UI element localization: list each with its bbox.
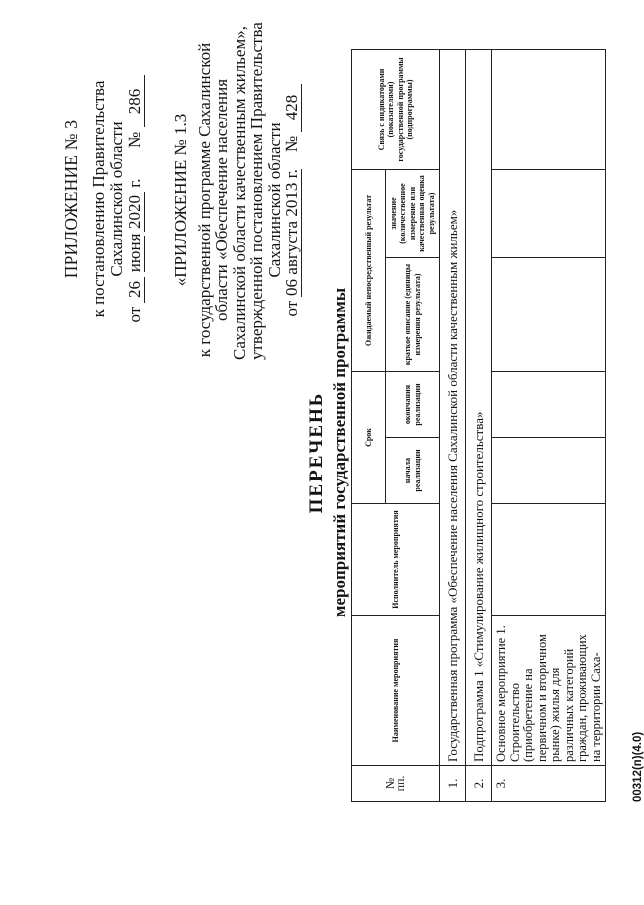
document-title: ПЕРЕЧЕНЬ <box>306 391 327 514</box>
original-date: 06 августа 2013 г. <box>282 169 301 296</box>
original-appendix-line-5: Сахалинской области <box>264 122 284 278</box>
row-2-text: Подпрограмма 1 «Стимулирование жилищного строительства» <box>466 50 492 766</box>
original-appendix-line-2: области «Обеспечение населения <box>212 78 231 322</box>
appendix-date-line <box>126 49 145 349</box>
table-row <box>440 50 466 802</box>
date-suffix: г. <box>125 178 144 188</box>
row-3-result-description <box>492 258 606 372</box>
header-term-start: начала реализации <box>386 438 440 504</box>
appendix-title: ПРИЛОЖЕНИЕ № 3 <box>61 119 81 279</box>
header-term-end: окончания реализации <box>386 372 440 438</box>
row-1-text: Государственная программа «Обеспечение населения Сахалинской области качественным жильем» <box>440 50 466 766</box>
original-appendix-date-line <box>283 40 302 360</box>
date-day: 26 <box>126 277 145 303</box>
header-result-value: значение (количественное измерение или качественная оценка результата) <box>386 170 440 258</box>
row-3-term-start <box>492 438 606 504</box>
original-appendix-line-4: утвержденной постановлением Правительства <box>247 22 266 360</box>
original-date-prefix: от <box>282 300 301 317</box>
row-3-result-value <box>492 170 606 258</box>
header-result-description: краткое описание (единицы измерения результата) <box>386 258 440 372</box>
original-number-sign: № <box>282 135 301 153</box>
table-row <box>492 50 606 802</box>
original-document-number: 428 <box>283 84 302 132</box>
date-month: июня <box>125 233 144 273</box>
original-appendix-line-3: Сахалинской области качественным жильем», <box>229 26 249 360</box>
original-appendix-line-1: к государственной программе Сахалинской <box>194 42 214 358</box>
appendix-line-2: Сахалинской области <box>107 121 126 277</box>
row-3-term-end <box>492 372 606 438</box>
date-year: 2020 <box>126 192 145 232</box>
appendix-line-1: к постановлению Правительства <box>89 80 108 318</box>
row-3-link-indicators <box>492 50 606 170</box>
header-executor: Исполнитель мероприятия <box>352 504 440 616</box>
header-term: Срок <box>352 372 386 504</box>
header-expected-result: Ожидаемый непосредственный результат <box>352 170 386 372</box>
row-1-num: 1. <box>440 766 466 802</box>
original-appendix-block <box>171 22 302 360</box>
form-code: 00312(п)(4.0) <box>632 731 644 802</box>
row-3-executor <box>492 504 606 616</box>
header-measure-name: Наименование мероприятия <box>352 616 440 766</box>
appendix-block <box>62 49 145 349</box>
original-appendix-title: «ПРИЛОЖЕНИЕ № 1.3 <box>171 113 190 287</box>
row-2-num: 2. <box>466 766 492 802</box>
row-3-num: 3. <box>492 766 606 802</box>
document-number: 286 <box>126 76 145 128</box>
measures-table <box>351 49 606 802</box>
document-title-block <box>306 0 350 905</box>
table-row <box>466 50 492 802</box>
document-subtitle: мероприятий государственной программы <box>330 287 349 618</box>
row-3-text: Основное мероприятие 1. Строительство (приобретение на первичном и вторичном рынке) жилья для различных категорий граждан, проживающих на территории Саха- <box>492 616 606 766</box>
date-prefix: от <box>125 306 144 323</box>
header-link-indicators: Связь с индикаторами (показателями) государственной программы (подпрограммы) <box>352 50 440 170</box>
number-sign: № <box>125 131 144 148</box>
header-num: № пп. <box>352 766 440 802</box>
